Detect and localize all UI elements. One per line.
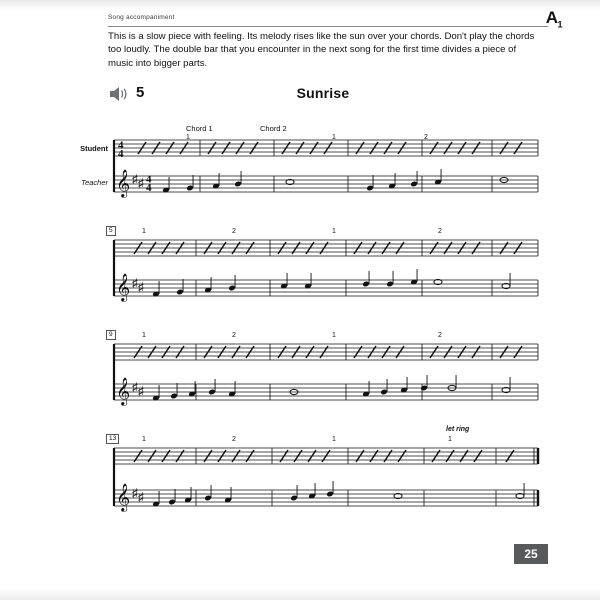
svg-text:4: 4 xyxy=(118,148,124,160)
score-system-3 xyxy=(108,330,544,420)
svg-text:𝄞: 𝄞 xyxy=(116,485,131,511)
part-label-teacher: Teacher xyxy=(81,178,108,187)
staff-system-1 xyxy=(108,124,544,204)
page-header xyxy=(108,8,562,30)
score-system-1 xyxy=(80,124,544,204)
running-head: Song accompaniment xyxy=(108,14,175,21)
fingering-s4-2: 2 xyxy=(232,436,236,443)
svg-text:4: 4 xyxy=(118,139,124,152)
svg-text:𝄞: 𝄞 xyxy=(116,275,131,301)
svg-text:♯: ♯ xyxy=(138,176,144,190)
fingering-2: 1 xyxy=(332,134,336,141)
chapter-tab-letter: A xyxy=(545,8,558,27)
page-bottom-shading xyxy=(0,588,600,600)
svg-text:♯: ♯ xyxy=(138,384,144,398)
svg-text:♯: ♯ xyxy=(132,276,138,290)
staff-system-2 xyxy=(108,226,544,316)
fingering-3: 2 xyxy=(424,134,428,141)
fingering-s3-2: 2 xyxy=(232,332,236,339)
chapter-tab xyxy=(546,8,562,29)
part-label-student: Student xyxy=(80,144,108,153)
fingering-s4-4: 1 xyxy=(448,436,452,443)
bar-number-9: 9 xyxy=(106,330,116,340)
chapter-tab-number: 1 xyxy=(557,19,562,30)
score-system-2 xyxy=(108,226,544,316)
fingering-s3-4: 2 xyxy=(438,332,442,339)
svg-text:♯: ♯ xyxy=(138,280,144,294)
let-ring-annotation: let ring xyxy=(446,426,470,433)
fingering-s2-1: 1 xyxy=(142,228,146,235)
page-number-label: 25 xyxy=(524,547,538,561)
svg-text:𝄞: 𝄞 xyxy=(116,171,131,197)
fingering-s2-3: 1 xyxy=(332,228,336,235)
track-number: 5 xyxy=(136,84,145,101)
fingering-s3-3: 1 xyxy=(332,332,336,339)
header-divider xyxy=(108,26,548,27)
chord-label-2: Chord 2 xyxy=(260,124,287,133)
svg-text:4: 4 xyxy=(146,173,152,186)
fingering-s2-4: 2 xyxy=(438,228,442,235)
intro-paragraph: This is a slow piece with feeling. Its melody rises like the sun over your chords. Don't play the chords too loudly. The double bar that you encounter in the next song for the first time divides a piece of music into bigger parts. xyxy=(108,31,535,69)
bar-number-5: 5 xyxy=(106,226,116,236)
song-title: Sunrise xyxy=(296,85,350,101)
fingering-s3-1: 1 xyxy=(142,332,146,339)
svg-text:♯: ♯ xyxy=(138,490,144,504)
fingering-s2-2: 2 xyxy=(232,228,236,235)
svg-text:𝄞: 𝄞 xyxy=(116,379,131,405)
page-top-shading xyxy=(0,0,600,10)
page-number xyxy=(514,544,548,564)
staff-system-4 xyxy=(108,434,544,534)
staff-system-3 xyxy=(108,330,544,420)
svg-text:4: 4 xyxy=(146,182,152,194)
score-system-4 xyxy=(108,426,544,534)
chord-label-1: Chord 1 xyxy=(186,124,213,133)
svg-text:♯: ♯ xyxy=(132,172,138,186)
track-row xyxy=(108,85,538,107)
fingering-s4-1: 1 xyxy=(142,436,146,443)
svg-text:♯: ♯ xyxy=(132,486,138,500)
fingering-1: 1 xyxy=(186,134,190,141)
bar-number-13: 13 xyxy=(106,434,119,444)
svg-text:♯: ♯ xyxy=(132,380,138,394)
fingering-s4-3: 1 xyxy=(332,436,336,443)
